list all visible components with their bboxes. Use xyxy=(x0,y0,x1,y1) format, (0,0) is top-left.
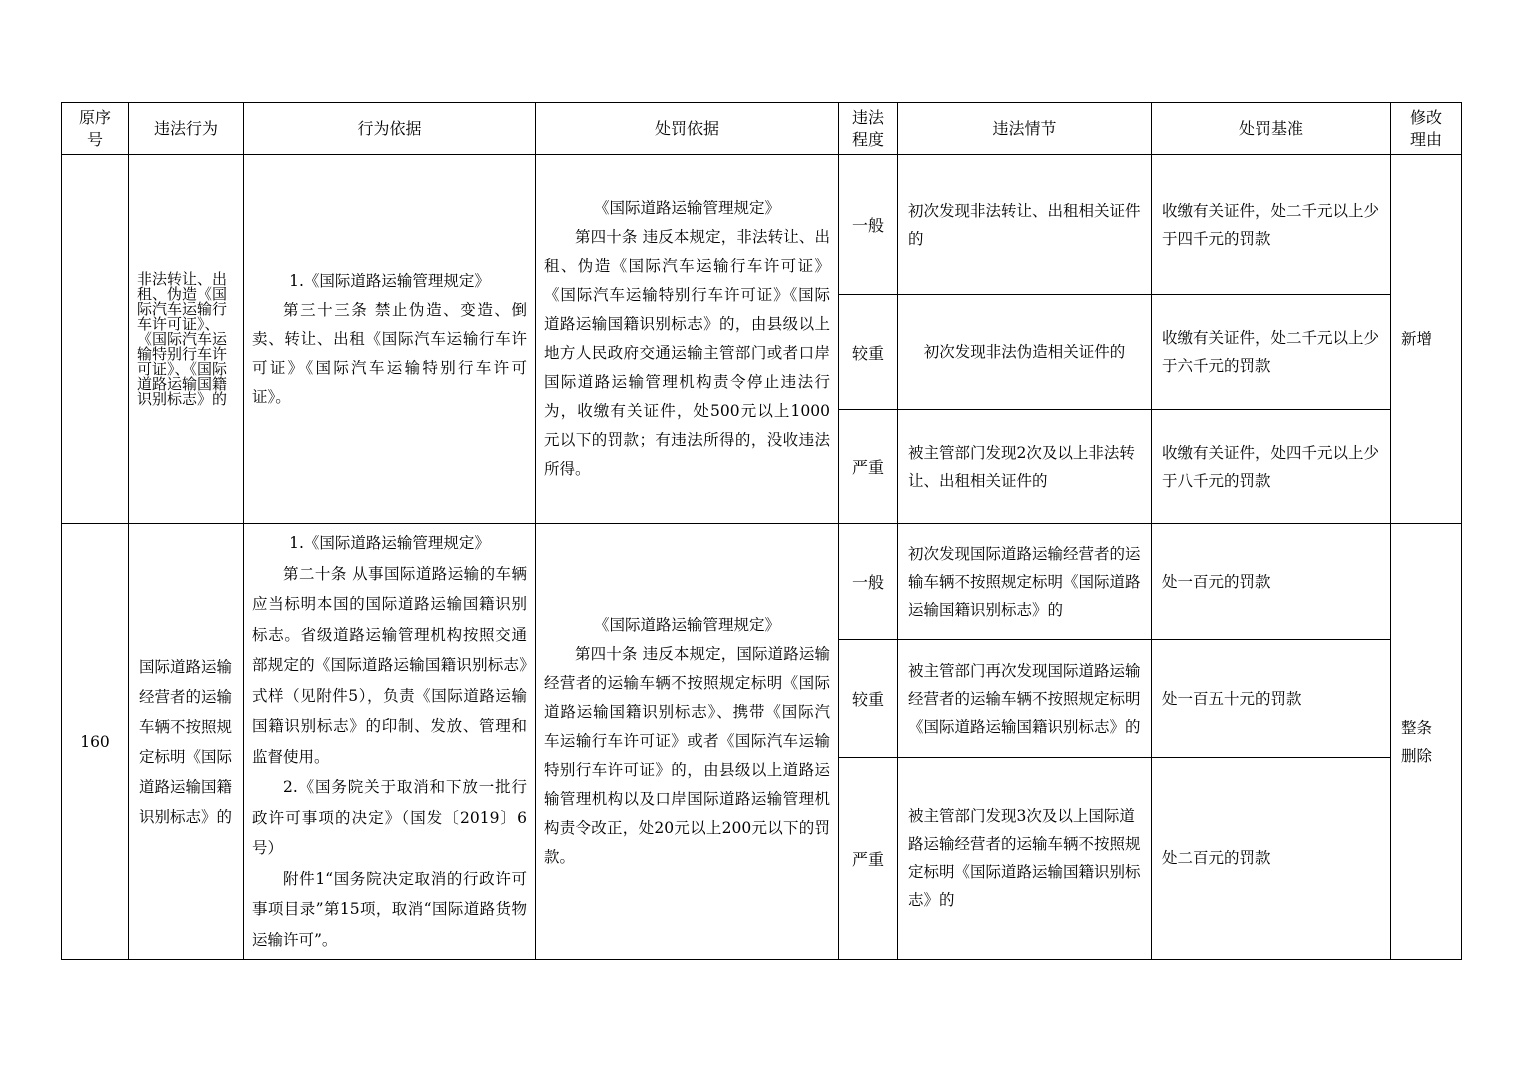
row-seq xyxy=(62,155,129,524)
penalty-line: 第四十条 违反本规定，非法转让、出租、伪造《国际汽车运输行车许可证》《国际汽车运输特别行车许可证》《国际道路运输国籍识别标志》的，由县级以上地方人民政府交通运输主管部门或者口岸国际道路运输管理机构责令停止违法行为，收缴有关证件，处500元以上1000元以下的罚款；有违法所得的，没收违法所得。 xyxy=(544,228,830,478)
basis-line: 1.《国际道路运输管理规定》 xyxy=(289,271,490,290)
penalty-line: 第四十条 违反本规定，国际道路运输经营者的运输车辆不按照规定标明《国际道路运输国籍识别标志》、携带《国际汽车运输行车许可证》或者《国际汽车运输特别行车许可证》的，由县级以上道路运输管理机构以及口岸国际道路运输管理机构责令改正，处20元以上200元以下的罚款。 xyxy=(544,645,830,866)
header-reason: 修改理由 xyxy=(1391,103,1462,155)
level-circumstance: 初次发现非法转让、出租相关证件的 xyxy=(898,155,1152,295)
header-behavior-basis: 行为依据 xyxy=(244,103,536,155)
level-standard: 处一百五十元的罚款 xyxy=(1152,640,1391,758)
level-degree: 一般 xyxy=(839,155,898,295)
penalty-line: 《国际道路运输管理规定》 xyxy=(593,616,780,634)
row-reason: 整条删除 xyxy=(1391,524,1462,960)
header-row xyxy=(62,103,1462,155)
table-row xyxy=(62,155,1462,295)
level-standard: 收缴有关证件，处四千元以上少于八千元的罚款 xyxy=(1152,410,1391,524)
header-standard: 处罚基准 xyxy=(1152,103,1391,155)
row-reason: 新增 xyxy=(1391,155,1462,524)
basis-line: 第二十条 从事国际道路运输的车辆应当标明本国的国际道路运输国籍识别标志。省级道路运输管理机构按照交通部规定的《国际道路运输国籍识别标志》式样（见附件5），负责《国际道路运输国籍识别标志》的印制、发放、管理和监督使用。 xyxy=(252,564,527,766)
row-behavior-basis xyxy=(244,524,536,960)
row-behavior-basis xyxy=(244,155,536,524)
row-behavior: 国际道路运输经营者的运输车辆不按照规定标明《国际道路运输国籍识别标志》的 xyxy=(129,524,244,960)
header-degree: 违法程度 xyxy=(839,103,898,155)
penalty-table xyxy=(61,102,1462,960)
level-standard: 收缴有关证件，处二千元以上少于四千元的罚款 xyxy=(1152,155,1391,295)
header-circumstance: 违法情节 xyxy=(898,103,1152,155)
row-seq: 160 xyxy=(62,524,129,960)
row-penalty-basis xyxy=(536,155,839,524)
penalty-line: 《国际道路运输管理规定》 xyxy=(593,199,780,217)
basis-line: 1.《国际道路运输管理规定》 xyxy=(289,534,490,552)
level-standard: 处一百元的罚款 xyxy=(1152,524,1391,640)
level-circumstance: 初次发现非法伪造相关证件的 xyxy=(898,295,1152,410)
level-standard: 处二百元的罚款 xyxy=(1152,757,1391,959)
level-degree: 一般 xyxy=(839,524,898,640)
basis-line: 2.《国务院关于取消和下放一批行政许可事项的决定》（国发〔2019〕6号） xyxy=(252,778,527,857)
level-circumstance: 初次发现国际道路运输经营者的运输车辆不按照规定标明《国际道路运输国籍识别标志》的 xyxy=(898,524,1152,640)
header-behavior: 违法行为 xyxy=(129,103,244,155)
level-circumstance: 被主管部门发现2次及以上非法转让、出租相关证件的 xyxy=(898,410,1152,524)
level-standard: 收缴有关证件，处二千元以上少于六千元的罚款 xyxy=(1152,295,1391,410)
row-behavior: 非法转让、出租、伪造《国际汽车运输行车许可证》、《国际汽车运输特别行车许可证》、《国际道路运输国籍识别标志》的 xyxy=(129,155,244,524)
level-degree: 严重 xyxy=(839,757,898,959)
level-degree: 较重 xyxy=(839,295,898,410)
level-circumstance: 被主管部门再次发现国际道路运输经营者的运输车辆不按照规定标明《国际道路运输国籍识别标志》的 xyxy=(898,640,1152,758)
row-penalty-basis xyxy=(536,524,839,960)
basis-line: 第三十三条 禁止伪造、变造、倒卖、转让、出租《国际汽车运输行车许可证》《国际汽车运输特别行车许可证》。 xyxy=(252,300,527,406)
level-degree: 严重 xyxy=(839,410,898,524)
header-penalty-basis: 处罚依据 xyxy=(536,103,839,155)
basis-line: 附件1“国务院决定取消的行政许可事项目录”第15项，取消“国际道路货物运输许可”。 xyxy=(252,869,527,949)
level-degree: 较重 xyxy=(839,640,898,758)
level-circumstance: 被主管部门发现3次及以上国际道路运输经营者的运输车辆不按照规定标明《国际道路运输国籍识别标志》的 xyxy=(898,757,1152,959)
header-seq: 原序号 xyxy=(62,103,129,155)
table-row xyxy=(62,524,1462,640)
